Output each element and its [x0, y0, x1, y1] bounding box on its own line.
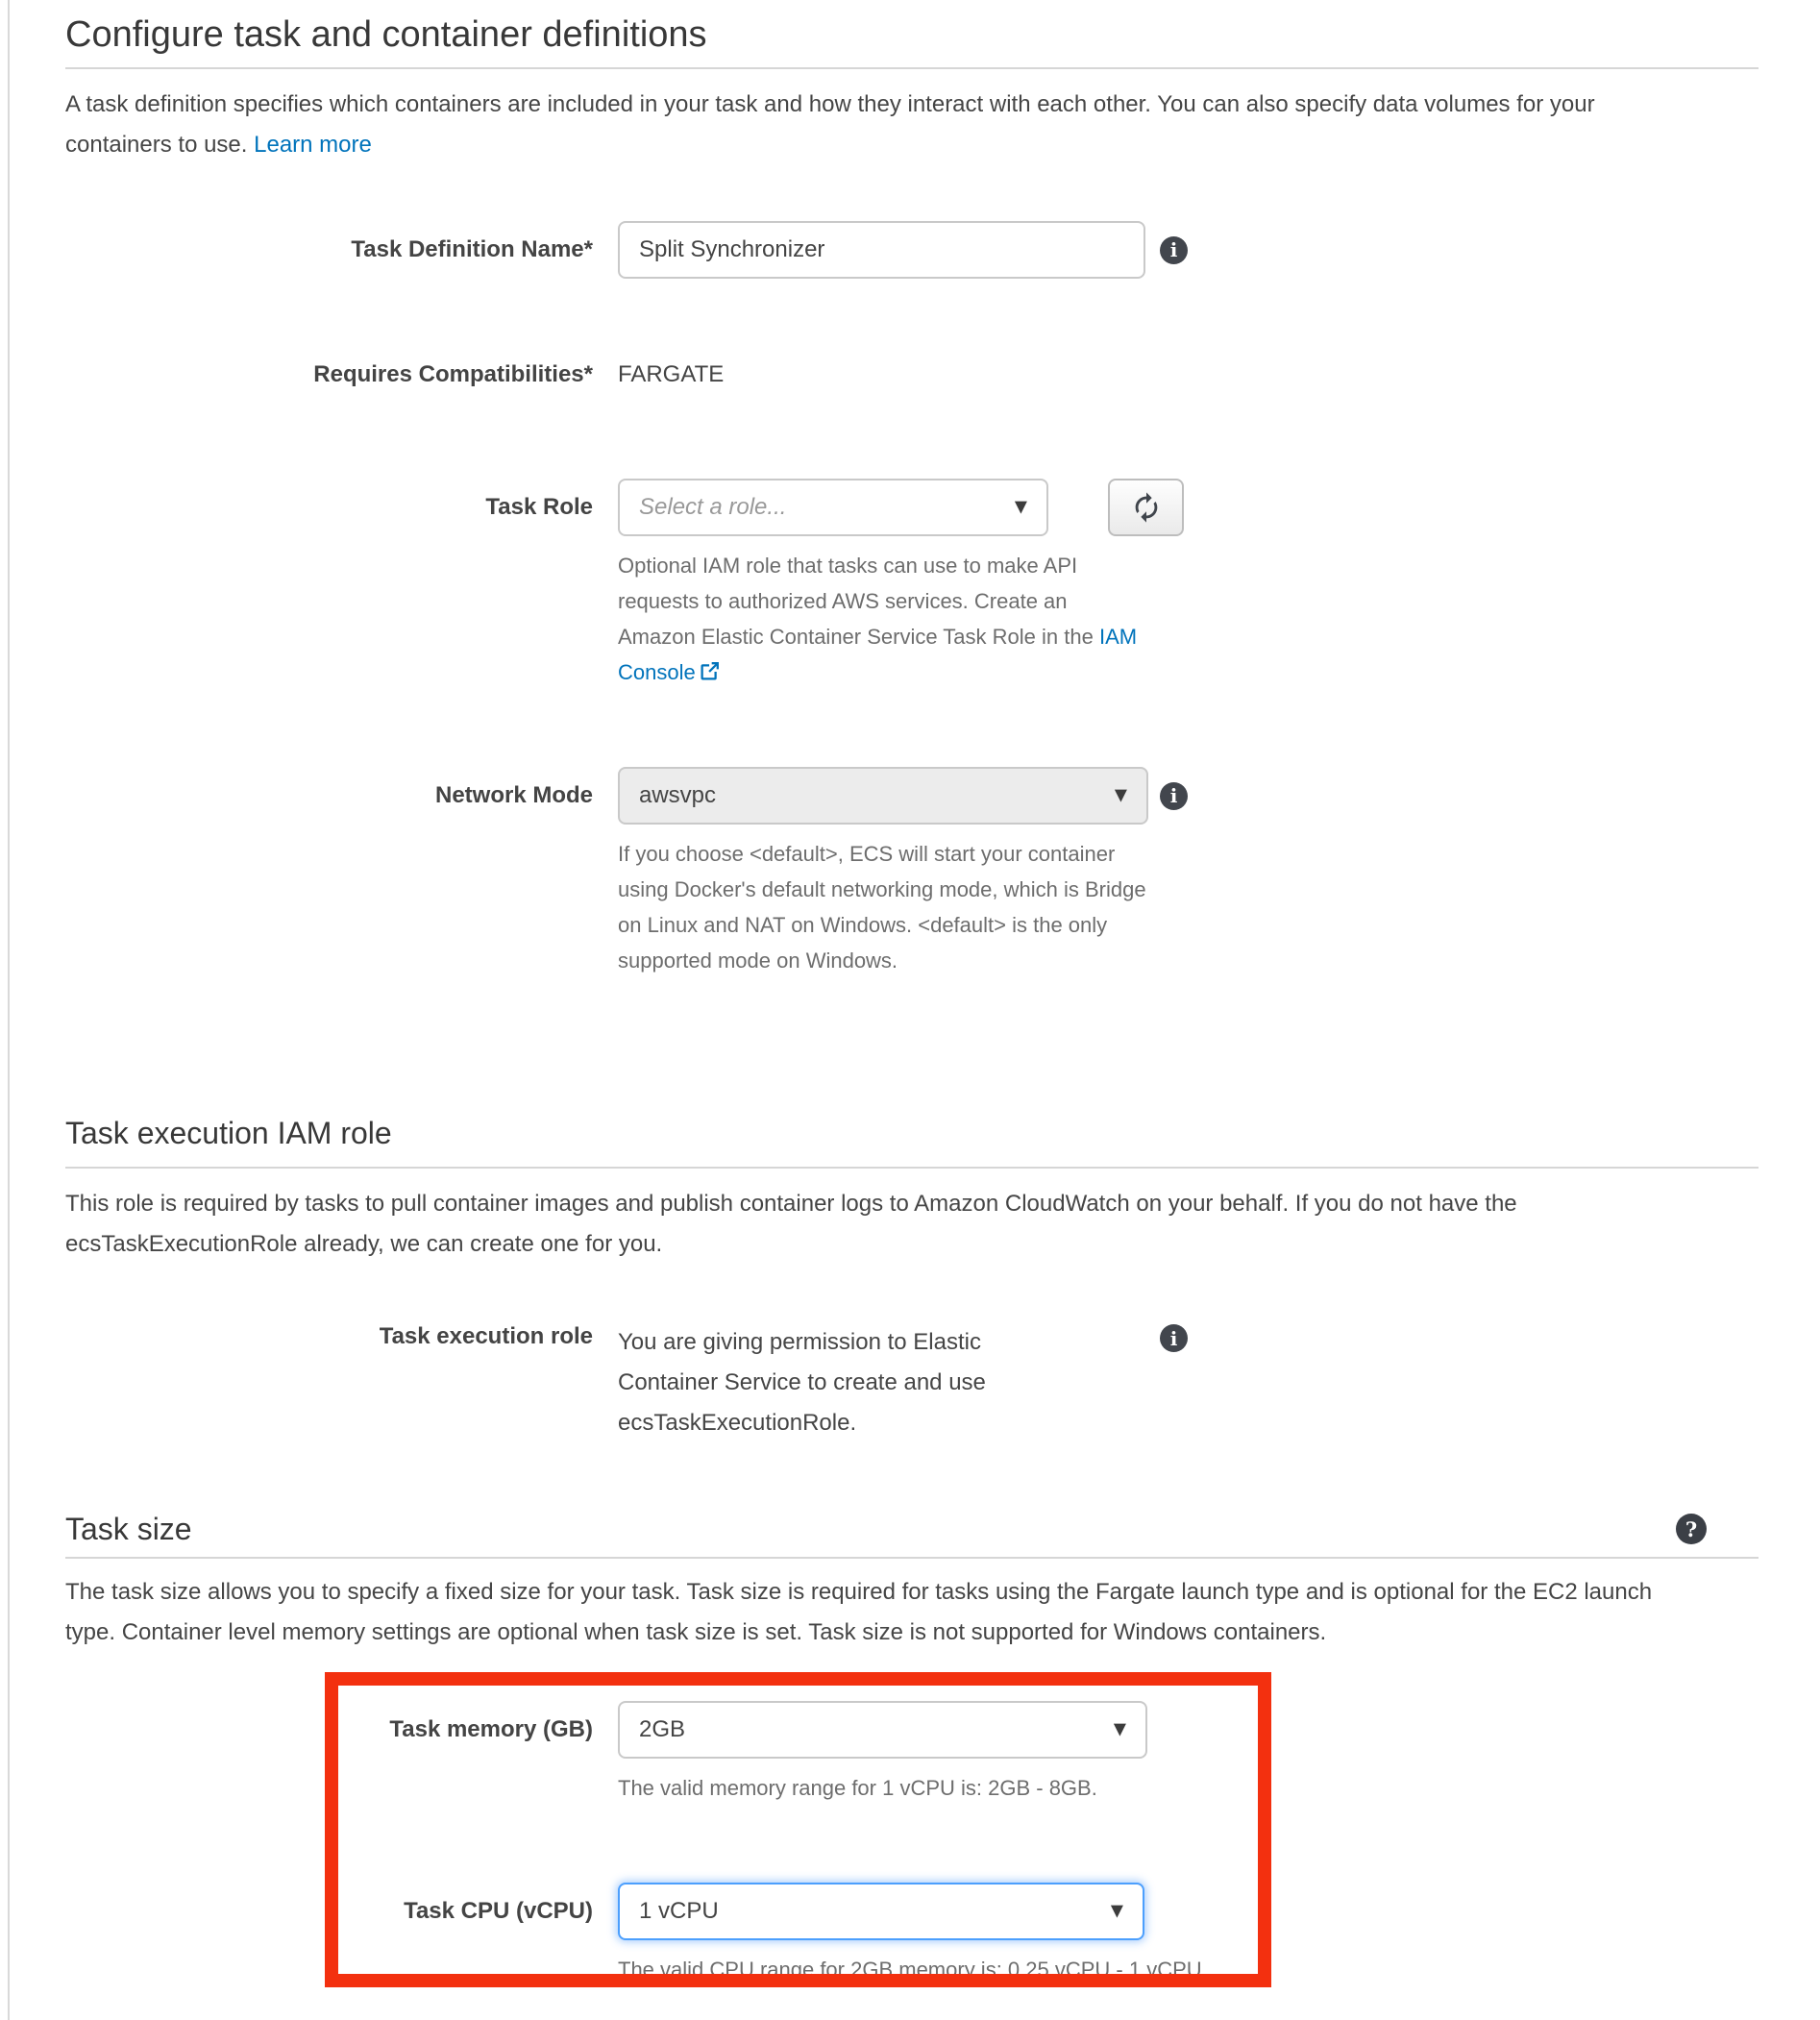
task-memory-select[interactable] — [618, 1701, 1147, 1759]
task-definition-name-label: Task Definition Name* — [351, 236, 593, 262]
divider — [65, 1557, 1759, 1559]
network-mode-row — [65, 767, 1759, 978]
intro-text: A task definition specifies which containers are included in your task and how they interact with each other. You can also specify data volumes for your containers to use. — [65, 91, 1595, 158]
task-cpu-row — [65, 1883, 1759, 1987]
chevron-down-icon: ▼ — [1014, 497, 1027, 517]
task-role-help: Optional IAM role that tasks can use to make API requests to authorized AWS services. Create an Amazon Elastic Container Service Task Role in the IAM Console — [618, 554, 1138, 684]
requires-compatibilities-label: Requires Compatibilities* — [313, 361, 593, 387]
requires-compatibilities-value: FARGATE — [618, 361, 725, 387]
task-role-row — [65, 479, 1759, 690]
task-definition-name-row — [65, 221, 1759, 279]
divider — [65, 67, 1759, 69]
external-link-icon — [700, 661, 720, 681]
chevron-down-icon: ▼ — [1110, 1901, 1123, 1921]
task-size-description: The task size allows you to specify a fixed size for your task. Task size is required for tasks using the Fargate launch type and is optional for the EC2 launch type. Container level memory settings are optional when task size is set. Task size is not supported for Windows containers. — [65, 1579, 1653, 1645]
task-execution-section-title: Task execution IAM role — [65, 1116, 392, 1150]
learn-more-link[interactable]: Learn more — [254, 132, 372, 158]
task-execution-description: This role is required by tasks to pull container images and publish container logs to Amazon CloudWatch on your behalf. If you do not have the ecsTaskExecutionRole already, we can create one for you. — [65, 1191, 1517, 1257]
chevron-down-icon: ▼ — [1114, 785, 1127, 805]
chevron-down-icon: ▼ — [1113, 1719, 1126, 1739]
info-icon[interactable]: i — [1160, 1324, 1188, 1352]
divider — [65, 1167, 1759, 1169]
task-definition-name-input[interactable] — [618, 221, 1145, 279]
network-mode-label: Network Mode — [434, 782, 593, 808]
network-mode-value: awsvpc — [639, 782, 717, 808]
task-memory-row — [65, 1701, 1759, 1806]
task-size-form — [65, 1701, 1759, 1987]
task-cpu-select[interactable] — [618, 1883, 1144, 1940]
task-role-placeholder: Select a role... — [639, 494, 787, 520]
info-icon[interactable]: i — [1160, 236, 1188, 264]
task-memory-label: Task memory (GB) — [389, 1716, 593, 1742]
task-cpu-value: 1 vCPU — [639, 1898, 719, 1924]
task-execution-role-row — [65, 1322, 1759, 1443]
task-execution-role-value: You are giving permission to Elastic Container Service to create and use ecsTaskExecutionRole. — [618, 1329, 986, 1436]
iam-console-link[interactable]: IAM Console — [618, 625, 1138, 684]
refresh-icon — [1130, 491, 1163, 524]
help-question-icon[interactable]: ? — [1676, 1514, 1707, 1544]
network-mode-select[interactable] — [618, 767, 1148, 825]
page-title: Configure task and container definitions — [65, 14, 707, 55]
info-icon[interactable]: i — [1160, 782, 1188, 810]
task-execution-role-label: Task execution role — [379, 1323, 593, 1349]
task-memory-value: 2GB — [639, 1716, 686, 1742]
task-size-section-title: Task size — [65, 1512, 192, 1546]
task-cpu-label: Task CPU (vCPU) — [404, 1898, 593, 1924]
task-role-label: Task Role — [485, 494, 593, 520]
requires-compatibilities-row — [65, 360, 1759, 389]
refresh-roles-button[interactable] — [1108, 479, 1184, 536]
task-cpu-help: The valid CPU range for 2GB memory is: 0.25 vCPU - 1 vCPU. — [618, 1958, 1208, 1982]
task-role-select[interactable] — [618, 479, 1048, 536]
task-size-heading-row — [65, 1509, 1759, 1549]
network-mode-help: If you choose <default>, ECS will start your container using Docker's default networking mode, which is Bridge on Linux and NAT on Windows. <default> is the only supported mode on Windows. — [618, 842, 1146, 973]
task-memory-help: The valid memory range for 1 vCPU is: 2GB - 8GB. — [618, 1776, 1097, 1800]
intro-paragraph — [65, 85, 1622, 165]
